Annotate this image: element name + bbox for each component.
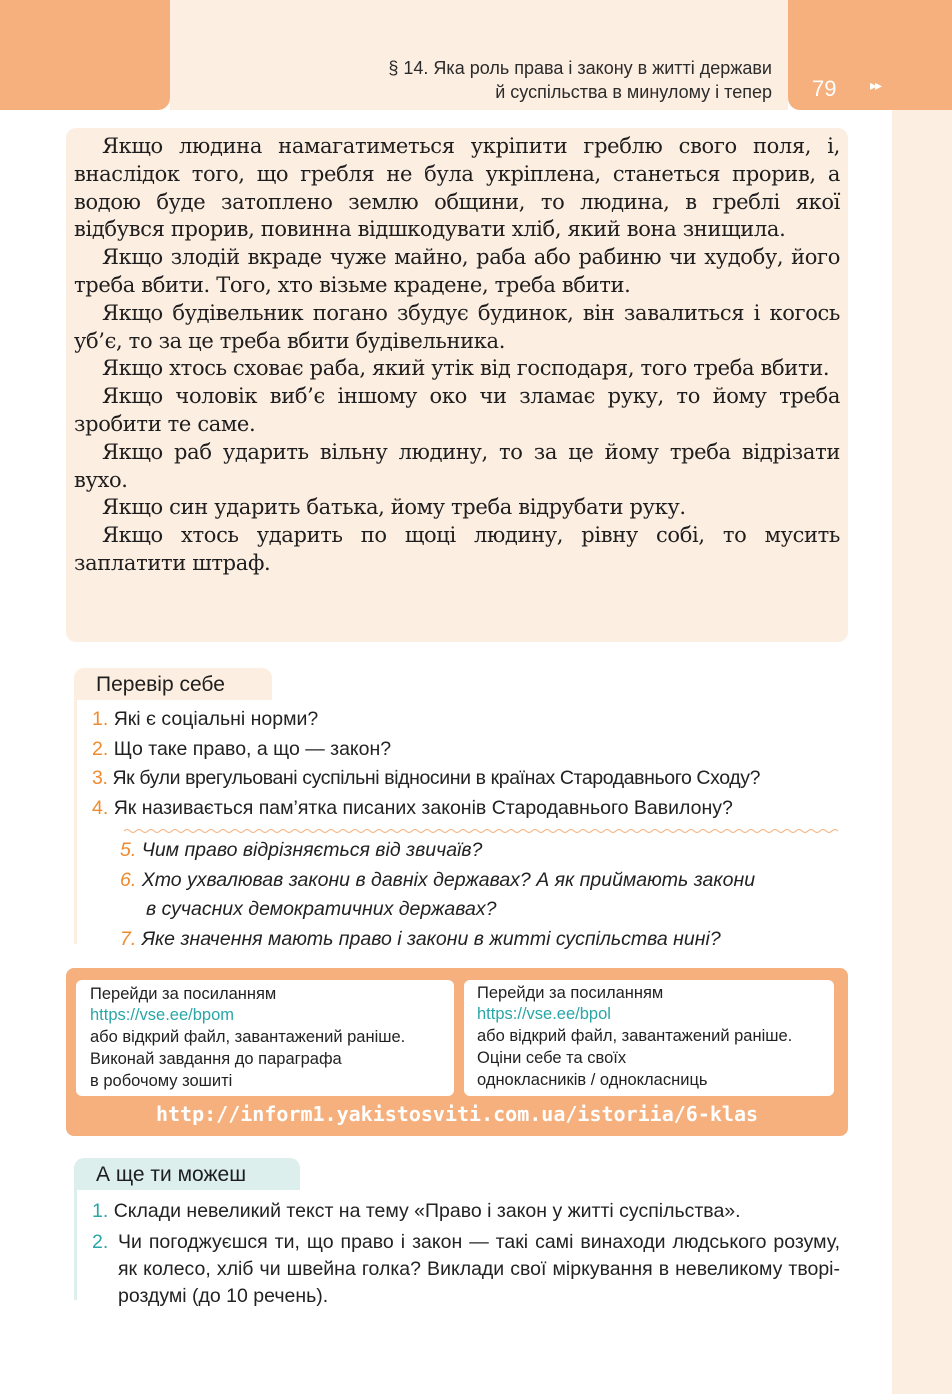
quote-paragraph: Якщо хтось сховає раба, який утік від господаря, того треба вбити. — [102, 356, 830, 381]
question-text: Як були врегульовані суспільні відносини в країнах Стародавнього Сходу? — [112, 767, 761, 789]
card-right-line1: Перейди за посиланням — [477, 984, 664, 1002]
question-text: Які є соціальні норми? — [113, 708, 319, 730]
forward-arrows-icon: ▸▸ — [870, 78, 881, 94]
question-number: 2. — [92, 738, 109, 760]
workbook-link[interactable]: https://vse.ee/bpom — [90, 1006, 234, 1024]
wavy-divider — [124, 828, 840, 834]
resource-url[interactable]: http://inform1.yakistosviti.com.ua/istoriia/6-klas — [155, 1102, 759, 1126]
quote-paragraph: Якщо будівельник погано збудує будинок, він завалиться і когось уб’є, то за це треба вбити будівельника. — [74, 300, 840, 353]
you-can-also-rule — [74, 1190, 77, 1300]
question-number: 6. — [120, 869, 137, 891]
page-number: 79 — [812, 76, 837, 101]
question-item — [92, 797, 733, 820]
card-right-line3: або відкрий файл, завантажений раніше. — [477, 1027, 793, 1045]
quote-paragraph: Якщо злодій вкраде чуже майно, раба або рабиню чи худобу, його треба вбити. Того, хто візьме крадене, треба вбити. — [74, 245, 840, 297]
question-text: Як називається пам’ятка писаних законів Стародавнього Вавилону? — [113, 797, 733, 819]
question-text: Хто ухвалював закони в давніх державах? А як приймають закони — [141, 869, 756, 891]
check-yourself-heading: Перевір себе — [74, 668, 272, 700]
card-left-line1: Перейди за посиланням — [90, 985, 277, 1003]
you-can-also-heading: А ще ти можеш — [74, 1158, 300, 1190]
section-title — [252, 56, 772, 104]
question-text: Яке значення мають право і закони в житті суспільства нині? — [141, 928, 721, 950]
card-right-line5: однокласників / однокласниць — [477, 1071, 708, 1089]
laws-quote-text — [74, 133, 840, 578]
question-number: 7. — [120, 928, 137, 950]
question-number: 5. — [120, 839, 137, 861]
header-left-block — [0, 0, 170, 110]
question-text-continuation: в сучасних демократичних державах? — [146, 898, 497, 920]
task-number: 1. — [92, 1200, 109, 1222]
task-text: Чи погоджуєшся ти, що право і закон — такі самі винаходи людського розуму, як колесо, хліб чи швейна голка? Виклади свої міркування в невеликому творі-роздумі (до 10 речень). — [118, 1231, 840, 1307]
task-item — [92, 1198, 741, 1225]
side-strip — [892, 110, 952, 1394]
quote-paragraph: Якщо людина намагатиметься укріпити греблю свого поля, і, внаслідок того, що гребля не була укріплена, станеться прорив, а водою буде затоплено землю общини, то людина, в греблі якої відбувся прорив, повинна відшкодувати хліб, який вона знищила. — [74, 134, 840, 242]
question-number: 1. — [92, 708, 109, 730]
task-number: 2. — [92, 1231, 109, 1253]
question-number: 4. — [92, 797, 109, 819]
card-left-line3: або відкрий файл, завантажений раніше. — [90, 1028, 406, 1046]
self-assessment-link[interactable]: https://vse.ee/bpol — [477, 1005, 611, 1023]
quote-paragraph: Якщо син ударить батька, йому треба відрубати руку. — [102, 495, 686, 520]
quote-paragraph: Якщо чоловік виб’є іншому око чи зламає руку, то йому треба зробити те саме. — [74, 384, 840, 436]
question-item — [92, 738, 391, 761]
card-right-line4: Оціни себе та своїх — [477, 1049, 627, 1067]
question-item — [92, 708, 318, 731]
question-item — [120, 928, 721, 951]
question-number: 3. — [92, 767, 108, 789]
check-yourself-rule — [74, 700, 77, 944]
question-item — [120, 869, 755, 892]
question-item — [120, 839, 482, 862]
task-text: Склади невеликий текст на тему «Право і закон у житті суспільства». — [113, 1200, 741, 1222]
question-item — [92, 767, 760, 790]
card-left-line5: в робочому зошиті — [90, 1072, 233, 1090]
task-item — [92, 1229, 840, 1310]
quote-paragraph: Якщо хтось ударить по щоці людину, рівну собі, то мусить заплатити штраф. — [74, 523, 840, 575]
card-left-line4: Виконай завдання до параграфа — [90, 1050, 342, 1068]
section-title-line2: й суспільства в минулому і тепер — [495, 82, 772, 102]
section-title-line1: § 14. Яка роль права і закону в житті держави — [388, 58, 772, 78]
question-text: Чим право відрізняється від звичаїв? — [141, 839, 483, 861]
question-text: Що таке право, а що — закон? — [113, 738, 392, 760]
quote-paragraph: Якщо раб ударить вільну людину, то за це йому треба відрізати вухо. — [74, 439, 840, 492]
